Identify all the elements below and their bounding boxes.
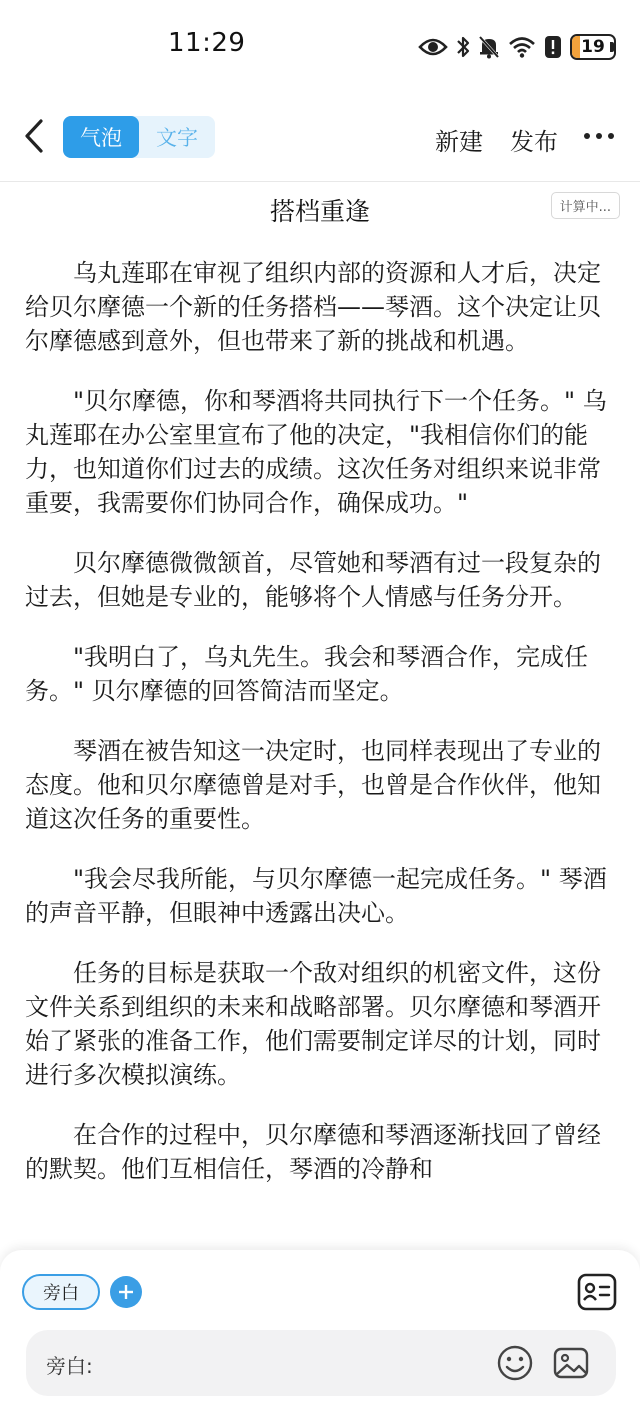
paragraph-list	[25, 256, 613, 1212]
page-title: 搭档重逢	[269, 197, 370, 226]
bluetooth-icon	[456, 35, 470, 59]
tab-text[interactable]: 文字	[156, 126, 198, 150]
plus-icon	[118, 1284, 134, 1300]
more-icon[interactable]	[584, 124, 614, 148]
alert-icon	[544, 35, 562, 59]
story-paragraph: "我会尽我所能，与贝尔摩德一起完成任务。" 琴酒的声音平静，但眼神中透露出决心。	[25, 865, 607, 927]
back-button[interactable]	[14, 112, 54, 160]
emoji-icon[interactable]	[496, 1344, 534, 1382]
status-time: 11:29	[168, 28, 246, 58]
new-button[interactable]: 新建	[435, 128, 483, 156]
story-paragraph: 在合作的过程中，贝尔摩德和琴酒逐渐找回了曾经的默契。他们互相信任，琴酒的冷静和	[25, 1121, 601, 1183]
story-paragraph: 贝尔摩德微微颔首，尽管她和琴酒有过一段复杂的过去，但她是专业的，能够将个人情感与任务分开。	[25, 549, 601, 611]
story-paragraph: 琴酒在被告知这一决定时，也同样表现出了专业的态度。他和贝尔摩德曾是对手，也曾是合作伙伴，他知道这次任务的重要性。	[25, 737, 601, 833]
battery-icon	[570, 34, 614, 60]
wifi-icon	[508, 36, 536, 58]
back-arrow-icon	[22, 118, 46, 154]
top-toolbar	[0, 92, 640, 182]
message-input[interactable]	[26, 1330, 616, 1396]
contact-card-icon	[576, 1272, 618, 1312]
status-badge: 计算中...	[551, 192, 620, 219]
role-chip-narration[interactable]: 旁白	[22, 1274, 100, 1310]
image-icon[interactable]	[552, 1344, 590, 1382]
tab-bubble[interactable]: 气泡	[63, 116, 139, 158]
mute-bell-icon	[478, 35, 500, 59]
composer-panel	[0, 1250, 640, 1422]
role-card-button[interactable]	[576, 1272, 618, 1312]
input-role-label: 旁白:	[46, 1354, 93, 1378]
story-paragraph: 乌丸莲耶在审视了组织内部的资源和人才后，决定给贝尔摩德一个新的任务搭档——琴酒。这个决定让贝尔摩德感到意外，但也带来了新的挑战和机遇。	[25, 259, 601, 355]
battery-level: 19	[581, 37, 605, 57]
eye-icon	[418, 36, 448, 58]
story-content	[0, 182, 640, 1250]
publish-button[interactable]: 发布	[510, 128, 558, 156]
add-role-button[interactable]	[110, 1276, 142, 1308]
status-bar	[0, 0, 640, 92]
story-paragraph: 任务的目标是获取一个敌对组织的机密文件，这份文件关系到组织的未来和战略部署。贝尔摩德和琴酒开始了紧张的准备工作，他们需要制定详尽的计划，同时进行多次模拟演练。	[25, 959, 601, 1089]
story-paragraph: "贝尔摩德，你和琴酒将共同执行下一个任务。" 乌丸莲耶在办公室里宣布了他的决定，"我相信你们的能力，也知道你们过去的成绩。这次任务对组织来说非常重要，我需要你们协同合作，确保成功。"	[25, 387, 607, 517]
view-mode-toggle	[63, 116, 215, 158]
status-icons	[418, 34, 614, 60]
story-paragraph: "我明白了，乌丸先生。我会和琴酒合作，完成任务。" 贝尔摩德的回答简洁而坚定。	[25, 643, 589, 705]
